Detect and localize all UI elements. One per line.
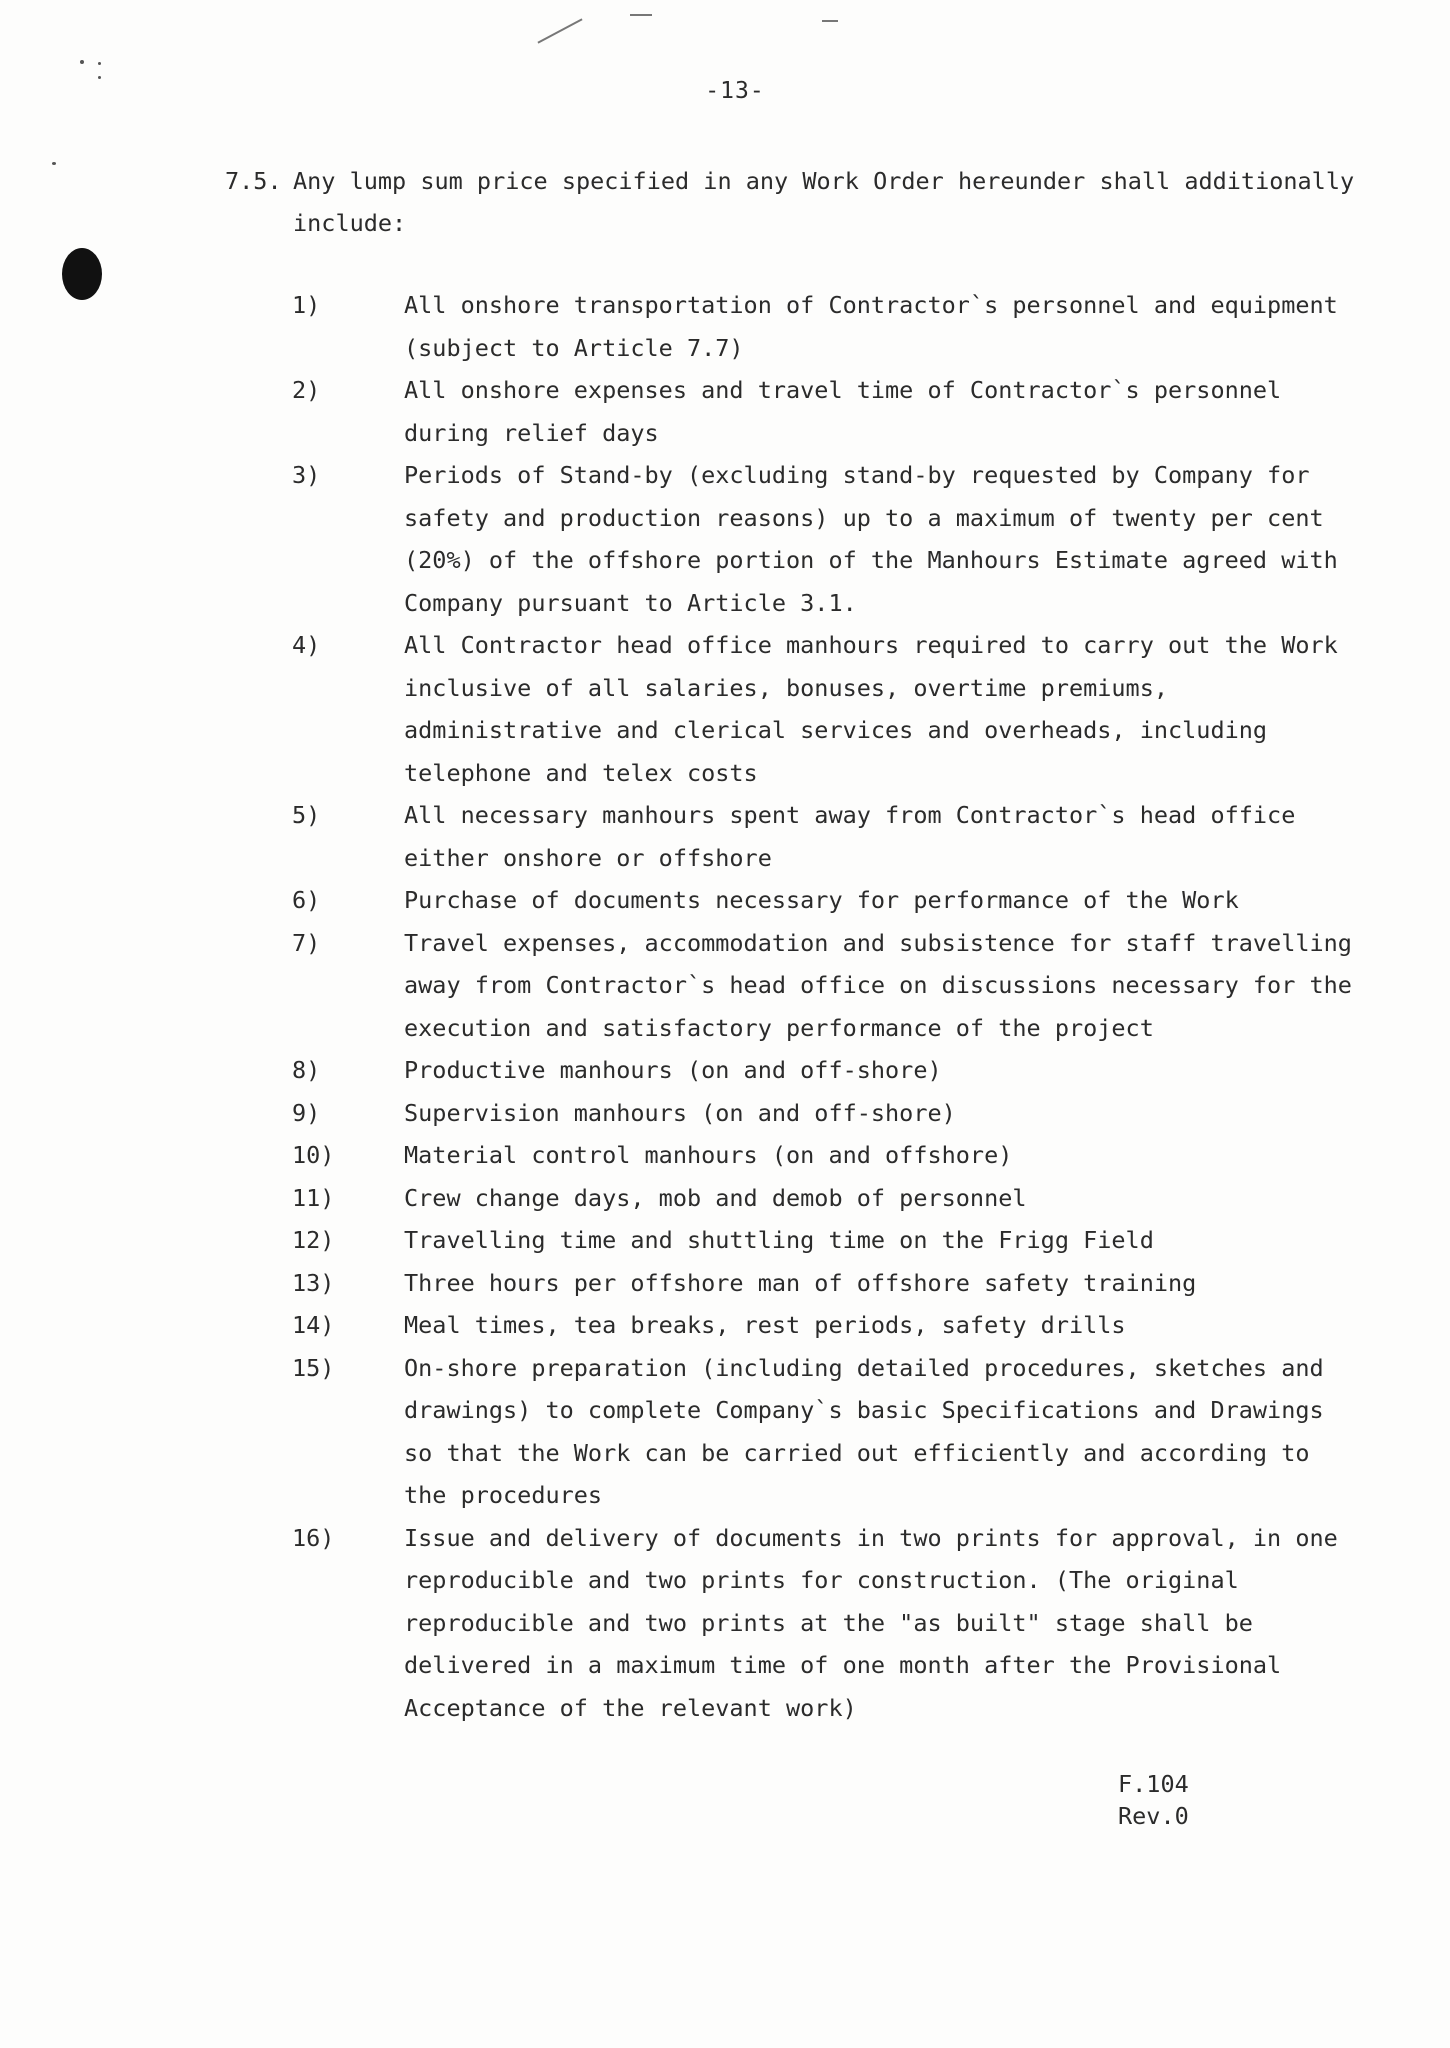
list-item-number: 15) xyxy=(292,1353,335,1382)
list-item-text: Purchase of documents necessary for performance of the Work xyxy=(404,886,1239,914)
list-item-number: 5) xyxy=(292,801,321,829)
list-item-text: Material control manhours (on and offshore) xyxy=(404,1141,1013,1169)
list-item xyxy=(292,1517,1362,1730)
scan-speck xyxy=(98,62,101,65)
scan-mark xyxy=(822,20,838,22)
list-item-text: Travel expenses, accommodation and subsistence for staff travelling away from Contractor`s head office on discussions necessary for the execution and satisfactory performance of the project xyxy=(404,928,1352,1042)
section-number: 7.5. xyxy=(225,167,282,195)
list-item-text: Periods of Stand-by (excluding stand-by requested by Company for safety and production reasons) up to a maximum of twenty per cent (20%) of the offshore portion of the Manhours Estimate agreed with Company pursuant to Article 3.1. xyxy=(404,461,1338,617)
page-number: -13- xyxy=(705,78,765,104)
list-item-number: 16) xyxy=(292,1523,335,1552)
list-item-text: Crew change days, mob and demob of personnel xyxy=(404,1183,1027,1212)
list-item-text: Productive manhours (on and off-shore) xyxy=(404,1056,942,1084)
list-item-text: All necessary manhours spent away from Contractor`s head office either onshore or offshore xyxy=(404,801,1296,872)
list-item-number: 7) xyxy=(292,928,321,957)
list-item xyxy=(292,879,1362,922)
list-item xyxy=(292,1347,1362,1517)
list-item-number: 3) xyxy=(292,461,321,489)
list-item-number: 9) xyxy=(292,1098,321,1127)
list-item-text: Three hours per offshore man of offshore safety training xyxy=(404,1268,1197,1297)
list-item-text: All onshore expenses and travel time of Contractor`s personnel during relief days xyxy=(404,376,1282,447)
list-item-number: 4) xyxy=(292,631,321,659)
list-item xyxy=(292,1134,1362,1177)
list-item xyxy=(292,1304,1362,1347)
hole-punch-mark xyxy=(62,248,102,300)
list-item-text: All onshore transportation of Contractor`s personnel and equipment (subject to Article 7.7) xyxy=(404,291,1338,362)
scan-speck xyxy=(52,162,56,165)
list-item xyxy=(292,284,1362,369)
scan-mark xyxy=(630,14,652,16)
list-item xyxy=(292,1049,1362,1092)
inclusion-list xyxy=(292,284,1362,1729)
list-item-number: 11) xyxy=(292,1183,335,1212)
form-reference xyxy=(1118,1768,1189,1832)
list-item xyxy=(292,794,1362,879)
form-revision: Rev.0 xyxy=(1118,1802,1189,1830)
list-item-text: Supervision manhours (on and off-shore) xyxy=(404,1098,956,1127)
list-item-number: 6) xyxy=(292,886,321,914)
list-item-number: 1) xyxy=(292,291,321,319)
form-number: F.104 xyxy=(1118,1770,1189,1798)
list-item xyxy=(292,1092,1362,1135)
list-item-text: All Contractor head office manhours required to carry out the Work inclusive of all salaries, bonuses, overtime premiums, administrative and clerical services and overheads, including telephone and telex costs xyxy=(404,631,1338,787)
list-item-number: 8) xyxy=(292,1056,321,1084)
list-item-text: Issue and delivery of documents in two prints for approval, in one reproducible and two prints for construction. (The original reproducible and two prints at the "as built" stage shall be delivered in a maximum time of one month after the Provisional Acceptance of the relevant work) xyxy=(404,1523,1338,1722)
list-item-text: Meal times, tea breaks, rest periods, safety drills xyxy=(404,1311,1126,1339)
list-item-number: 10) xyxy=(292,1141,335,1169)
list-item-number: 12) xyxy=(292,1226,335,1254)
list-item-number: 13) xyxy=(292,1268,335,1297)
list-item-number: 14) xyxy=(292,1311,335,1339)
section-intro-text: Any lump sum price specified in any Work Order hereunder shall additionally include: xyxy=(293,167,1355,237)
scan-speck xyxy=(80,60,84,64)
section-7-5 xyxy=(225,160,1355,244)
list-item-text: Travelling time and shuttling time on the Frigg Field xyxy=(404,1226,1154,1254)
list-item-text: On-shore preparation (including detailed procedures, sketches and drawings) to complete Company`s basic Specifications and Drawings so that the Work can be carried out efficiently and according to the procedures xyxy=(404,1353,1324,1509)
scan-mark xyxy=(537,18,582,43)
list-item xyxy=(292,454,1362,624)
list-item xyxy=(292,1262,1362,1305)
list-item-number: 2) xyxy=(292,376,321,404)
list-item xyxy=(292,369,1362,454)
list-item xyxy=(292,624,1362,794)
list-item xyxy=(292,922,1362,1050)
list-item xyxy=(292,1219,1362,1262)
list-item xyxy=(292,1177,1362,1220)
